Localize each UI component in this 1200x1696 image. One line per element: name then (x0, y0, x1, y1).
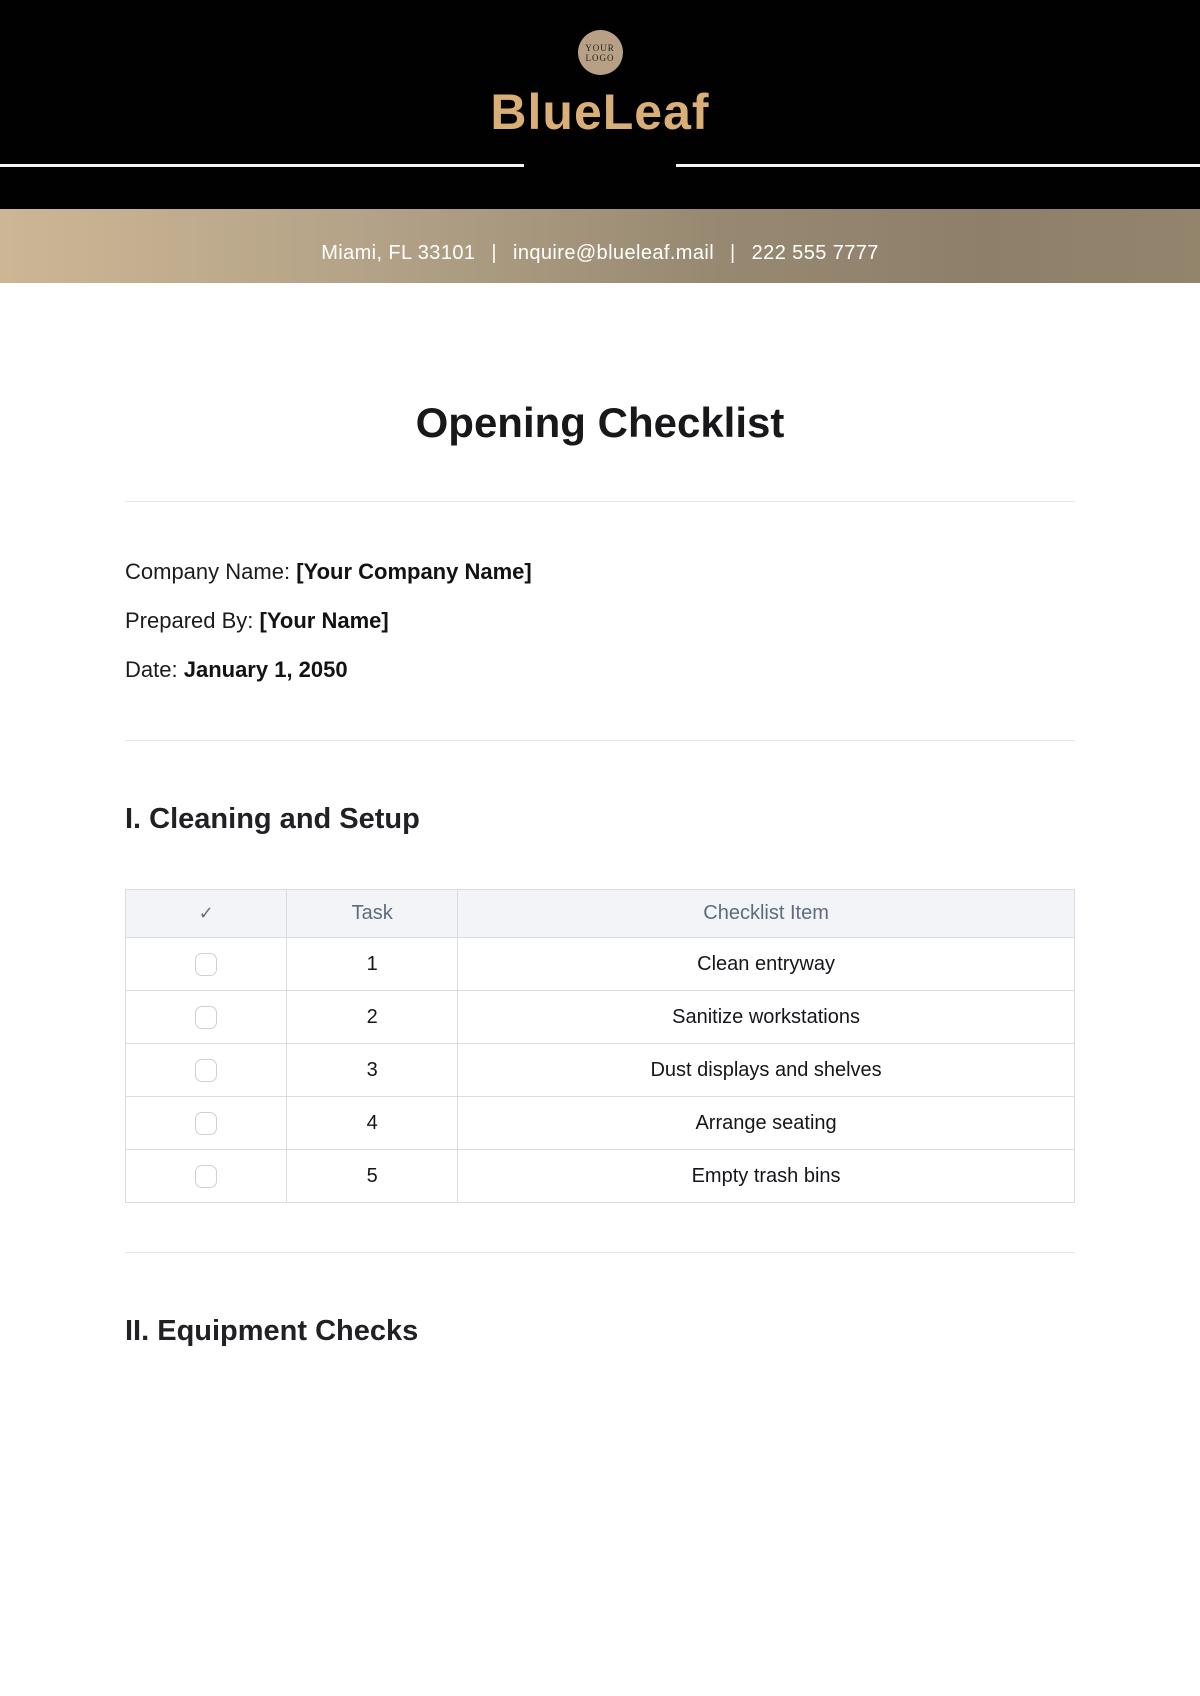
meta-company-name (125, 559, 1075, 585)
meta-prepared-by (125, 608, 1075, 634)
task-number: 3 (287, 1044, 458, 1097)
document-title: Opening Checklist (415, 399, 785, 446)
contact-location: Miami, FL 33101 (321, 241, 476, 264)
task-number: 4 (287, 1097, 458, 1150)
meta-fields (125, 559, 1075, 683)
table-header-row (126, 890, 1075, 938)
header-divider-line-left (0, 164, 524, 167)
contact-separator: | (491, 241, 498, 264)
section-divider (125, 740, 1075, 741)
row-checkbox[interactable] (195, 1112, 217, 1135)
table-row (126, 1150, 1075, 1203)
section-divider (125, 1252, 1075, 1253)
row-checkbox[interactable] (195, 1059, 217, 1082)
document-body (0, 283, 1200, 1349)
table-row (126, 1044, 1075, 1097)
company-logo (578, 30, 623, 75)
check-icon: ✓ (198, 903, 214, 923)
task-number: 5 (287, 1150, 458, 1203)
checklist-item: Empty trash bins (458, 1150, 1075, 1203)
meta-value: [Your Name] (259, 608, 389, 633)
section-heading-equipment-checks: II. Equipment Checks (125, 1315, 419, 1347)
checkbox-cell (126, 991, 287, 1044)
row-checkbox[interactable] (195, 953, 217, 976)
header-divider-line-right (676, 164, 1200, 167)
checkbox-cell (126, 938, 287, 991)
contact-separator: | (730, 241, 736, 264)
meta-value: [Your Company Name] (296, 559, 532, 584)
checklist-item: Arrange seating (458, 1097, 1075, 1150)
table-row (126, 1097, 1075, 1150)
table-row (126, 938, 1075, 991)
cleaning-setup-table (125, 889, 1075, 1203)
contact-email: inquire@blueleaf.mail (513, 241, 715, 264)
column-header-task: Task (287, 890, 458, 938)
brand-name: BlueLeaf (490, 84, 710, 140)
meta-label: Prepared By: (125, 608, 254, 633)
meta-label: Date: (125, 657, 178, 682)
contact-phone: 222 555 7777 (751, 241, 879, 264)
checkbox-cell (126, 1044, 287, 1097)
column-header-item: Checklist Item (458, 890, 1075, 938)
section-divider (125, 501, 1075, 502)
row-checkbox[interactable] (195, 1165, 217, 1188)
task-number: 2 (287, 991, 458, 1044)
logo-text-line2: LOGO (585, 52, 615, 63)
task-number: 1 (287, 938, 458, 991)
meta-label: Company Name: (125, 559, 291, 584)
row-checkbox[interactable] (195, 1006, 217, 1029)
brand-header (0, 0, 1200, 209)
table-row (126, 991, 1075, 1044)
checkbox-cell (126, 1097, 287, 1150)
contact-bar (0, 209, 1200, 283)
logo-text-line1: YOUR (585, 42, 615, 53)
meta-date (125, 657, 1075, 683)
meta-value: January 1, 2050 (183, 657, 348, 682)
checklist-item: Clean entryway (458, 938, 1075, 991)
section-heading-cleaning-and-setup: I. Cleaning and Setup (125, 803, 420, 835)
checklist-item: Sanitize workstations (458, 991, 1075, 1044)
column-header-check (126, 890, 287, 938)
checkbox-cell (126, 1150, 287, 1203)
checklist-item: Dust displays and shelves (458, 1044, 1075, 1097)
